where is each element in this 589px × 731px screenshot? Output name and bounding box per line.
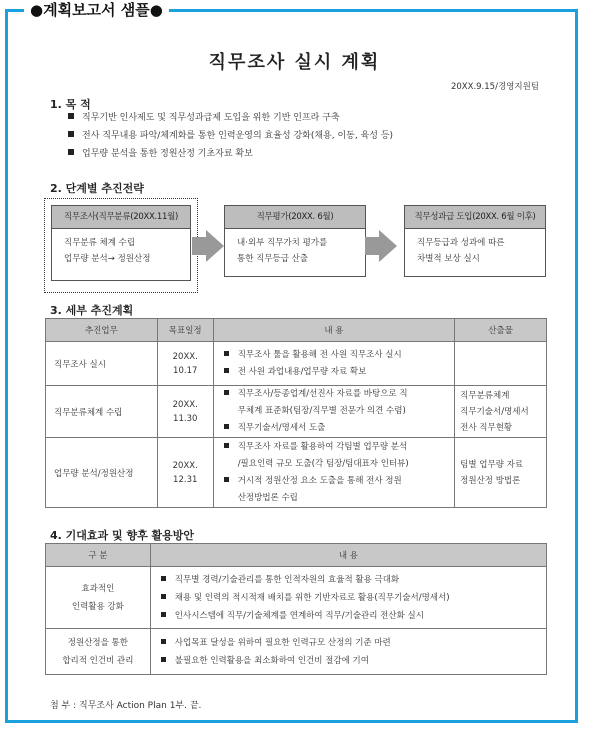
date-cell: 20XX. 10.17 bbox=[157, 342, 213, 386]
right-arrow-icon bbox=[206, 230, 224, 262]
effects-table bbox=[45, 543, 547, 675]
square-bullet-icon bbox=[161, 594, 166, 599]
stage-body: 직무등급과 성과에 따른 차별적 보상 실시 bbox=[417, 238, 505, 264]
square-bullet-icon bbox=[161, 576, 166, 581]
section3-heading: 3. 세부 추진계획 bbox=[50, 304, 134, 317]
section4-heading: 4. 기대효과 및 향후 활용방안 bbox=[50, 529, 195, 542]
stage-box bbox=[224, 205, 366, 277]
square-bullet-icon bbox=[224, 368, 229, 373]
task-cell: 직무조사 실시 bbox=[46, 342, 158, 386]
content-cell: 직무조사/등종업계/선진사 자료를 바탕으로 직 무체계 표준화(팀장/직무별 전문가 의견 수렴) 직무기술서/명세서 도출 bbox=[213, 386, 454, 438]
square-bullet-icon bbox=[224, 443, 229, 448]
square-bullet-icon bbox=[224, 477, 229, 482]
stage-title: 직무평가(20XX. 6월) bbox=[225, 206, 365, 229]
square-bullet-icon bbox=[161, 639, 166, 644]
section2-heading: 2. 단계별 추진전략 bbox=[50, 182, 144, 195]
table-row bbox=[46, 629, 547, 675]
date-cell: 20XX. 11.30 bbox=[157, 386, 213, 438]
purpose-item: 전사 직무내용 파악/체계화를 통한 인력운영의 효율성 강화(채용, 이동, 육성 등) bbox=[68, 130, 393, 143]
stage-title: 직무조사(직무분류(20XX.11월) bbox=[52, 206, 190, 229]
content-cell: 사업목표 달성을 위하여 필요한 인력규모 산정의 기준 마련 불필요한 인력활용을 최소화하여 인건비 절감에 기여 bbox=[150, 629, 546, 675]
category-cell: 효과적인 인력활용 강화 bbox=[46, 567, 151, 629]
stage-body: 직무분류 체계 수립 업무량 분석→ 정원산정 bbox=[64, 238, 151, 264]
right-arrow-icon bbox=[379, 230, 397, 262]
task-cell: 업무량 분석/정원산정 bbox=[46, 438, 158, 508]
detail-plan-table bbox=[45, 318, 547, 508]
output-cell: 직무분류체계 직무기술서/명세서 전사 직무현황 bbox=[455, 386, 547, 438]
table-header-row bbox=[46, 544, 547, 567]
purpose-item: 업무량 분석을 통한 정원산정 기초자료 확보 bbox=[68, 148, 253, 161]
table-row bbox=[46, 342, 547, 386]
column-header: 내 용 bbox=[150, 544, 546, 567]
table-row bbox=[46, 438, 547, 508]
stage-box bbox=[51, 205, 191, 281]
column-header: 구 분 bbox=[46, 544, 151, 567]
stage-box bbox=[404, 205, 546, 277]
table-header-row bbox=[46, 319, 547, 342]
page-title: 직무조사 실시 계획 bbox=[208, 52, 381, 73]
square-bullet-icon bbox=[224, 351, 229, 356]
square-bullet-icon bbox=[68, 113, 74, 119]
square-bullet-icon bbox=[224, 390, 229, 395]
square-bullet-icon bbox=[161, 612, 166, 617]
table-row bbox=[46, 386, 547, 438]
square-bullet-icon bbox=[161, 657, 166, 662]
date-department: 20XX.9.15/경영지원팀 bbox=[450, 82, 539, 92]
column-header: 추진업무 bbox=[46, 319, 158, 342]
square-bullet-icon bbox=[68, 131, 74, 137]
date-cell: 20XX. 12.31 bbox=[157, 438, 213, 508]
table-row bbox=[46, 567, 547, 629]
column-header: 산출물 bbox=[455, 319, 547, 342]
category-cell: 정원산정을 통한 합리적 인건비 관리 bbox=[46, 629, 151, 675]
content-cell: 직무조사 툴을 활용해 전 사원 직무조사 실시 전 사원 과업내용/업무량 자료 확보 bbox=[213, 342, 454, 386]
task-cell: 직무분류체계 수립 bbox=[46, 386, 158, 438]
section1-heading: 1. 목 적 bbox=[50, 98, 91, 111]
content-cell: 직무조사 자료를 활용하여 각팀별 업무량 분석 /필요인력 규모 도출(각 팀장/팀대표자 인터뷰) 거시적 정원산정 요소 도출을 통해 전사 정원 산정방법론 수립 bbox=[213, 438, 454, 508]
column-header: 내 용 bbox=[213, 319, 454, 342]
stage-title: 직무성과급 도입(20XX. 6월 이후) bbox=[405, 206, 545, 229]
attachment-note: 첨 부 : 직무조사 Action Plan 1부. 끝. bbox=[50, 701, 202, 711]
purpose-item: 직무기반 인사제도 및 직무성과급제 도입을 위한 기반 인프라 구축 bbox=[68, 112, 340, 125]
output-cell bbox=[455, 342, 547, 386]
square-bullet-icon bbox=[224, 424, 229, 429]
content-cell: 직무별 경력/기술관리를 통한 인적자원의 효율적 활용 극대화 채용 및 인력의 적시적재 배치를 위한 기반자료로 활용(직무기술서/명세서) 인사시스템에 직무/기술체계를 연계하여 직무/기술관리 전산화 실시 bbox=[150, 567, 546, 629]
sample-badge: ●계획보고서 샘플● bbox=[24, 0, 169, 20]
output-cell: 팀별 업무량 자료 정원산정 방법론 bbox=[455, 438, 547, 508]
square-bullet-icon bbox=[68, 149, 74, 155]
stage-body: 내·외부 직무가치 평가를 통한 직무등급 산출 bbox=[237, 238, 328, 264]
column-header: 목표일정 bbox=[157, 319, 213, 342]
